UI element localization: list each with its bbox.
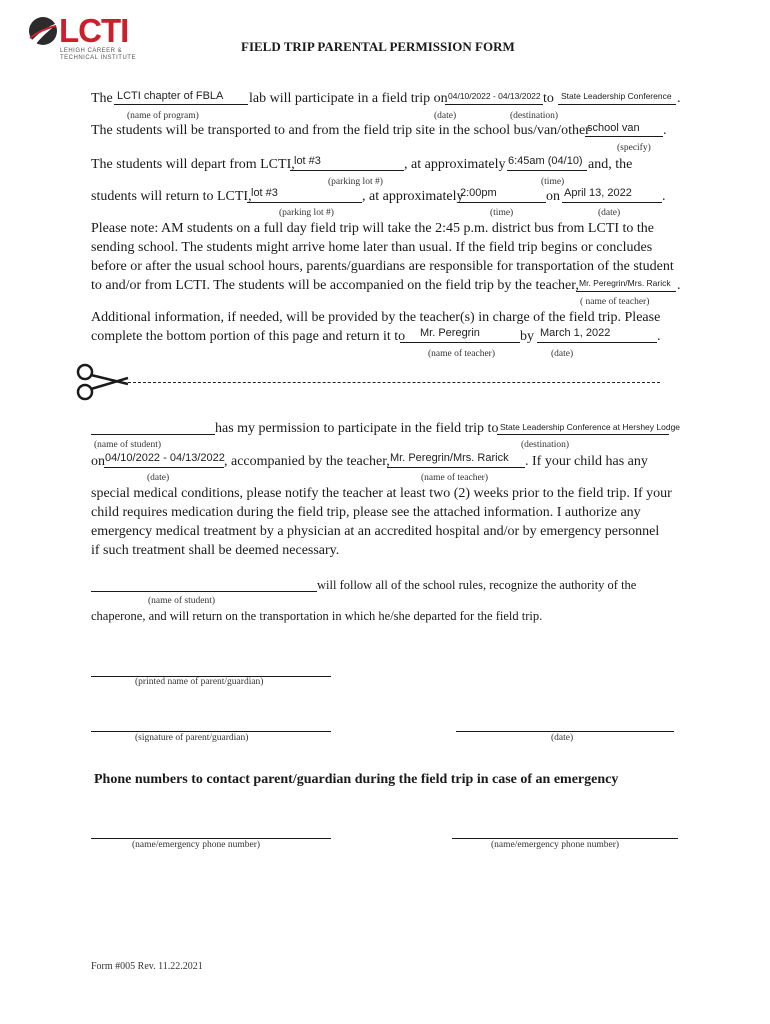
text-period-2: . (663, 123, 667, 138)
label-time-2: (time) (490, 208, 514, 218)
by-date-line (537, 342, 657, 343)
label-phone-1: (name/emergency phone number) (132, 840, 261, 850)
date2-line (104, 467, 224, 468)
text-approximately: , at approximately (404, 157, 506, 172)
label-signature: (signature of parent/guardian) (135, 733, 249, 743)
student-name-line-2 (91, 591, 317, 592)
depart-lot-field[interactable]: lot #3 (294, 155, 321, 167)
text-permission: has my permission to participate in the field trip to (215, 421, 499, 436)
lcti-logo (26, 14, 136, 64)
label-name-of-program: (name of program) (127, 111, 199, 121)
medical-line-4: if such treatment shall be deemed necessary. (91, 543, 340, 558)
return-to-field[interactable]: Mr. Peregrin (420, 327, 480, 339)
return-lot-field[interactable]: lot #3 (251, 187, 278, 199)
transport-field[interactable]: school van (587, 122, 640, 134)
text-return: students will return to LCTI, (91, 189, 252, 204)
label-parking-lot-1: (parking lot #) (328, 177, 383, 187)
medical-line-1: special medical conditions, please notify the teacher at least two (2) weeks prior to the field trip. If your (91, 486, 672, 501)
date2-field[interactable]: 04/10/2022 - 04/13/2022 (105, 452, 225, 464)
logo-mark-icon (26, 14, 60, 52)
transport-line (585, 136, 663, 137)
teacher2-field[interactable]: Mr. Peregrin/Mrs. Rarick (390, 452, 509, 464)
phone-line-1[interactable] (91, 838, 331, 839)
logo-wordmark: LCTI (59, 12, 129, 49)
depart-time-line (507, 170, 587, 171)
form-number-footer: Form #005 Rev. 11.22.2021 (91, 961, 203, 972)
text-on-2: on (91, 454, 105, 469)
text-chaperone: chaperone, and will return on the transportation in which he/she departed for the field trip. (91, 609, 543, 623)
text-period-3: . (662, 189, 666, 204)
text-period: . (677, 91, 681, 106)
return-to-line (400, 342, 520, 343)
return-time-line (458, 202, 546, 203)
label-date-2: (date) (598, 208, 621, 218)
return-date-field[interactable]: April 13, 2022 (564, 187, 632, 199)
label-printed-name: (printed name of parent/guardian) (135, 677, 264, 687)
form-title: FIELD TRIP PARENTAL PERMISSION FORM (241, 39, 515, 54)
text-transport: The students will be transported to and from the field trip site in the school bus/van/other (91, 123, 590, 138)
text-accompanied: , accompanied by the teacher, (224, 454, 390, 469)
scissors-icon (76, 362, 130, 402)
program-field[interactable]: LCTI chapter of FBLA (117, 90, 224, 102)
student-name-line (91, 434, 215, 435)
cut-line (128, 382, 660, 383)
text-medical-start: . If your child has any (525, 454, 648, 469)
label-date-3: (date) (551, 349, 574, 359)
medical-line-3: emergency medical treatment by a physician at an accredited hospital and/or by emergency personnel (91, 524, 660, 539)
text-by: by (520, 329, 534, 344)
text-comma: . (657, 329, 661, 344)
teacher2-line (387, 467, 525, 468)
label-name-of-student-2: (name of student) (148, 596, 216, 606)
signature-line[interactable] (91, 731, 331, 732)
return-lot-line (247, 202, 362, 203)
trip-date-field[interactable]: 04/10/2022 - 04/13/2022 (448, 91, 541, 101)
note-line-4: to and/or from LCTI. The students will be accompanied on the field trip by the teacher, (91, 278, 579, 293)
label-name-of-teacher-3: (name of teacher) (421, 473, 488, 483)
label-specify: (specify) (617, 143, 651, 153)
label-phone-2: (name/emergency phone number) (491, 840, 620, 850)
teacher-field[interactable]: Mr. Peregrin/Mrs. Rarick (579, 278, 671, 288)
destination2-field[interactable]: State Leadership Conference at Hershey Lodge (500, 422, 681, 432)
by-date-field[interactable]: March 1, 2022 (540, 327, 611, 339)
label-date-4: (date) (147, 473, 170, 483)
destination2-line (497, 434, 669, 435)
depart-lot-line (290, 170, 404, 171)
program-line (114, 104, 248, 105)
logo-subtitle-line1: LEHIGH CAREER & (60, 48, 123, 54)
trip-date-line (445, 104, 543, 105)
text-depart: The students will depart from LCTI, (91, 157, 295, 172)
text-approximately-2: , at approximately (362, 189, 464, 204)
teacher-line (576, 291, 676, 292)
label-destination-2: (destination) (521, 440, 570, 450)
label-name-of-student: (name of student) (94, 440, 162, 450)
medical-line-2: child requires medication during the field trip, please see the attached information. I authorize any (91, 505, 641, 520)
signature-date-line[interactable] (456, 731, 674, 732)
label-time-1: (time) (541, 177, 565, 187)
label-destination: (destination) (510, 111, 559, 121)
note-line-3: before or after the usual school hours, parents/guardians are responsible for transportation of the student (91, 259, 674, 274)
return-date-line (562, 202, 662, 203)
text-the: The (91, 91, 113, 106)
phone-line-2[interactable] (452, 838, 678, 839)
label-signature-date: (date) (551, 733, 574, 743)
phone-section-title: Phone numbers to contact parent/guardian during the field trip in case of an emergency (94, 772, 619, 787)
return-time-field[interactable]: 2:00pm (460, 187, 497, 199)
additional-line-1: Additional information, if needed, will be provided by the teacher(s) in charge of the field trip. Please (91, 310, 661, 325)
label-date: (date) (434, 111, 457, 121)
text-to: to (543, 91, 554, 106)
text-and-the: and, the (588, 157, 633, 172)
note-line-2: sending school. The students might arrive home later than usual. If the field trip begins or concludes (91, 240, 653, 255)
text-rules: will follow all of the school rules, recognize the authority of the (317, 578, 637, 592)
label-parking-lot-2: (parking lot #) (279, 208, 334, 218)
note-line-1: Please note: AM students on a full day field trip will take the 2:45 p.m. district bus from LCTI to the (91, 221, 655, 236)
logo-subtitle-line2: TECHNICAL INSTITUTE (60, 55, 136, 61)
additional-line-2: complete the bottom portion of this page and return it to (91, 329, 406, 344)
destination-field[interactable]: State Leadership Conference (561, 91, 672, 101)
destination-line (558, 104, 676, 105)
text-on: on (546, 189, 560, 204)
depart-time-field[interactable]: 6:45am (04/10) (508, 155, 583, 167)
text-lab-participate: lab will participate in a field trip on (249, 91, 448, 106)
label-name-of-teacher-2: (name of teacher) (428, 349, 495, 359)
text-period-4: . (677, 278, 681, 293)
label-name-of-teacher: ( name of teacher) (580, 297, 650, 307)
